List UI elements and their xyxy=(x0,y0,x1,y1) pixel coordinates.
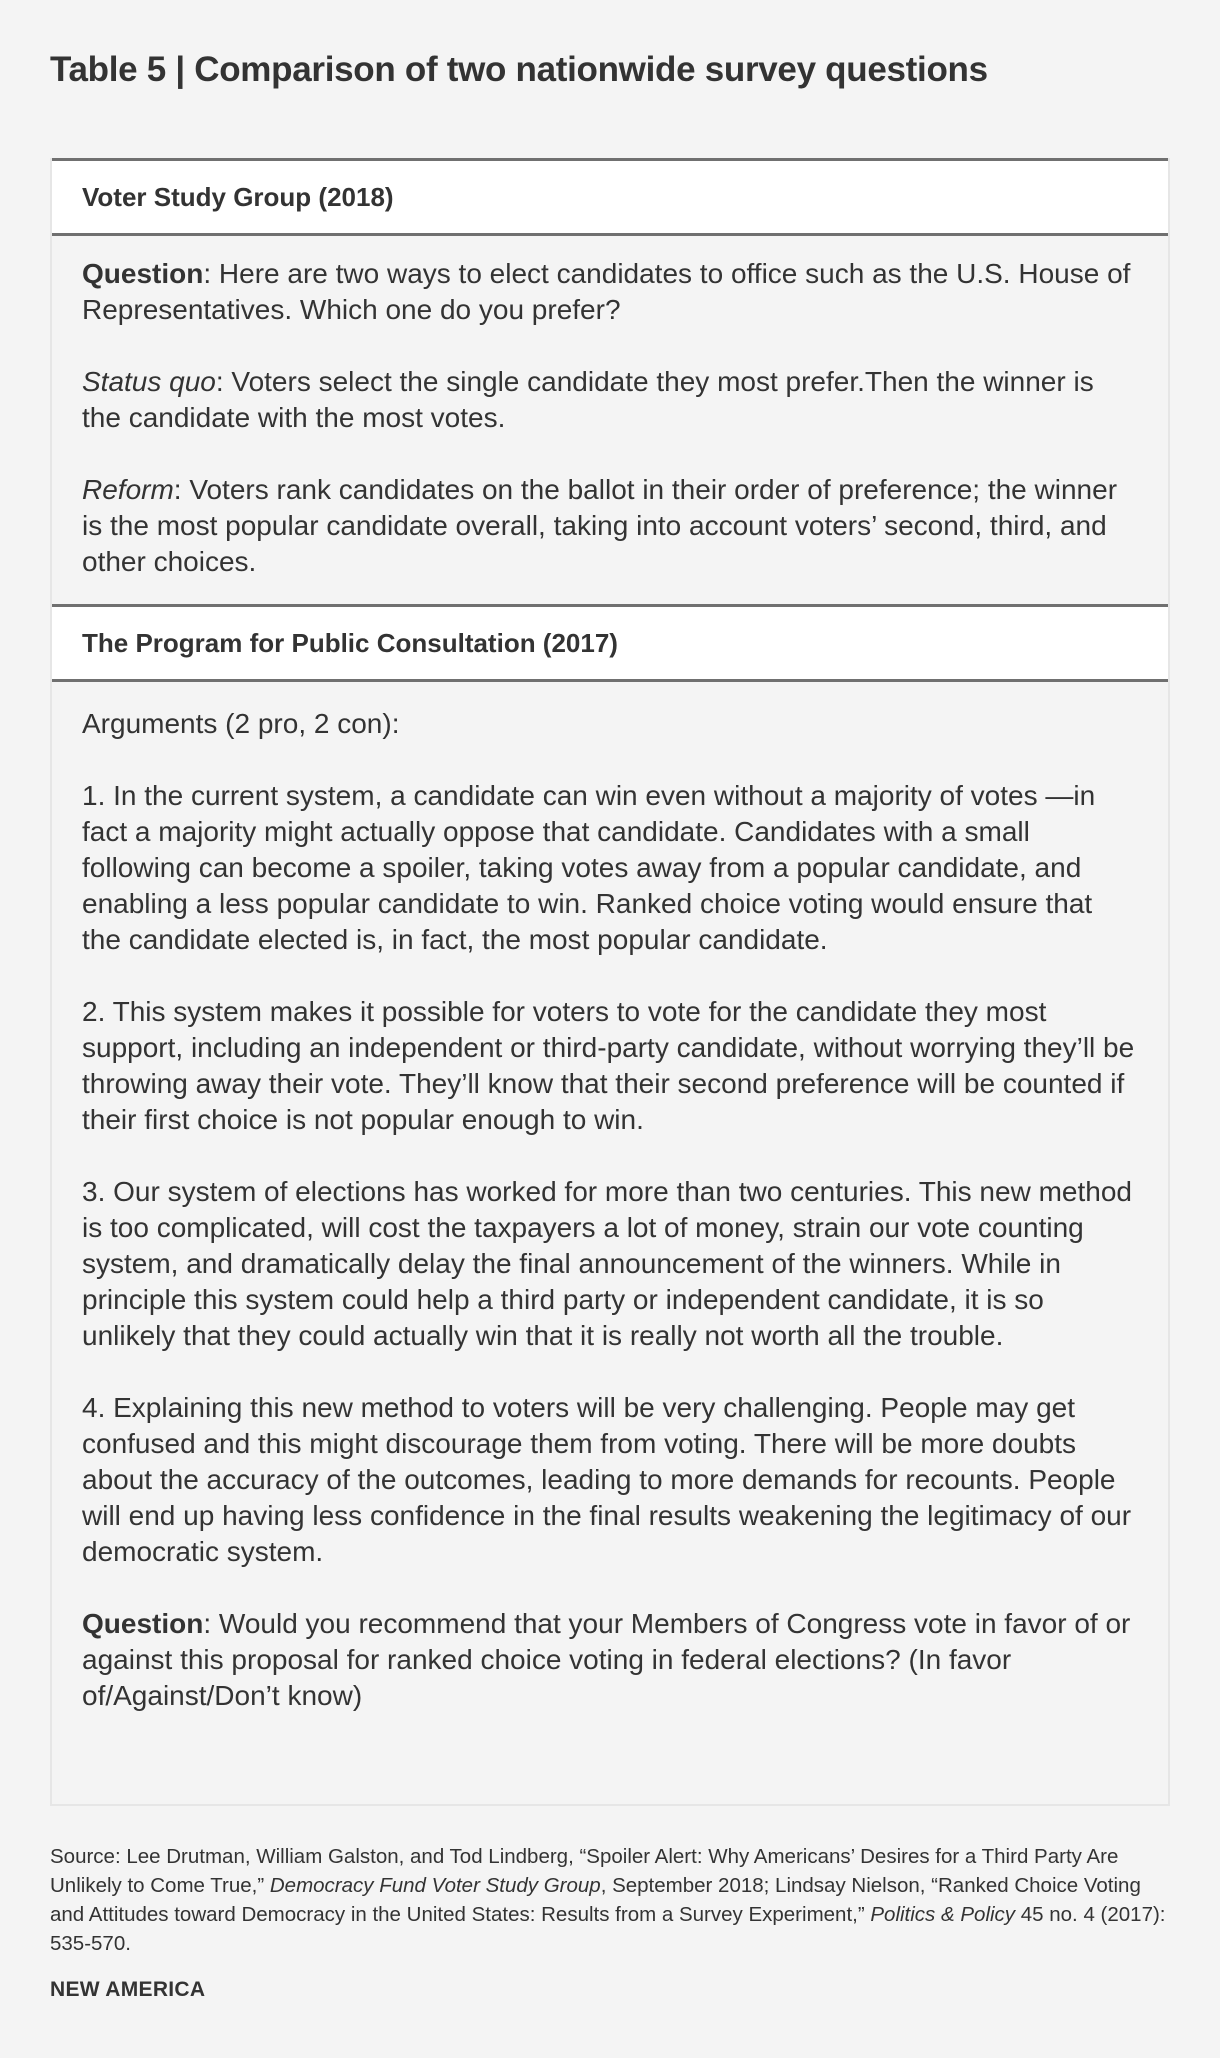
argument-item: 4. Explaining this new method to voters will be very challenging. People may get confused and this might discourage them from voting. There will be more doubts about the accuracy of the outcomes, leading to more demands for recounts. People will end up having less confidence in the final results weakening the legitimacy of our democratic system. xyxy=(82,1392,1132,1567)
source-text: 45 no. 4 (2017): 535-570. xyxy=(50,1903,1166,1955)
arguments-intro: Arguments (2 pro, 2 con): xyxy=(82,708,400,739)
question-paragraph xyxy=(82,256,1138,328)
question-lead: Question xyxy=(82,1608,204,1639)
argument-item: 2. This system makes it possible for voters to vote for the candidate they most support, including an independent or third-party candidate, without worrying they’ll be throwing away their vote. They’ll know that their second preference will be counted if their first choice is not popular enough to win. xyxy=(82,996,1135,1135)
reform-lead: Reform xyxy=(82,474,174,505)
question-text: : Would you recommend that your Members of Congress vote in favor of or against this proposal for ranked choice voting in federal elections? (In favor of/Against/Don’t know) xyxy=(82,1608,1131,1711)
status-quo-text: : Voters select the single candidate they most prefer.Then the winner is the candidate with the most votes. xyxy=(82,366,1094,433)
reform-text: : Voters rank candidates on the ballot in their order of preference; the winner is the most popular candidate overall, taking into account voters’ second, third, and other choices. xyxy=(82,474,1118,577)
section-body-program-public-consultation xyxy=(52,682,1168,1804)
argument-item: 3. Our system of elections has worked for more than two centuries. This new method is too complicated, will cost the taxpayers a lot of money, strain our vote counting system, and dramatically delay the final announcement of the winners. While in principle this system could help a third party or independent candidate, it is so unlikely that they could actually win that it is really not worth all the trouble. xyxy=(82,1176,1132,1351)
section-body-voter-study-group xyxy=(52,236,1168,604)
section-header-program-public-consultation xyxy=(52,604,1168,682)
status-quo-lead: Status quo xyxy=(82,366,216,397)
question-paragraph xyxy=(82,1606,1138,1714)
brand-logo-text: NEW AMERICA xyxy=(50,1978,206,2001)
section-header-label: The Program for Public Consultation (2017) xyxy=(82,627,618,658)
status-quo-paragraph xyxy=(82,364,1138,436)
source-journal: Politics & Policy xyxy=(870,1903,1016,1926)
page-title: Table 5 | Comparison of two nationwide survey questions xyxy=(50,50,988,89)
source-publication: Democracy Fund Voter Study Group xyxy=(269,1874,601,1897)
argument-item: 1. In the current system, a candidate can win even without a majority of votes —in fact a majority might actually oppose that candidate. Candidates with a small following can become a spoiler, taking votes away from a popular candidate, and enabling a less popular candidate to win. Ranked choice voting would ensure that the candidate elected is, in fact, the most popular candidate. xyxy=(82,780,1096,955)
reform-paragraph xyxy=(82,472,1138,580)
question-text: : Here are two ways to elect candidates to office such as the U.S. House of Representatives. Which one do you prefer? xyxy=(82,258,1131,325)
section-header-voter-study-group xyxy=(52,158,1168,236)
comparison-table xyxy=(50,158,1170,1806)
source-citation xyxy=(50,1842,1170,1958)
source-text: Source: Lee Drutman, William Galston, and Tod Lindberg, “Spoiler Alert: Why Americans’ Desires for a Third Party Are Unlikely to Come True,” xyxy=(50,1845,1119,1897)
section-header-label: Voter Study Group (2018) xyxy=(82,181,394,212)
source-text: , September 2018; Lindsay Nielson, “Ranked Choice Voting and Attitudes toward Democracy in the United States: Results from a Survey Experiment,” xyxy=(50,1874,1141,1926)
question-lead: Question xyxy=(82,258,204,289)
